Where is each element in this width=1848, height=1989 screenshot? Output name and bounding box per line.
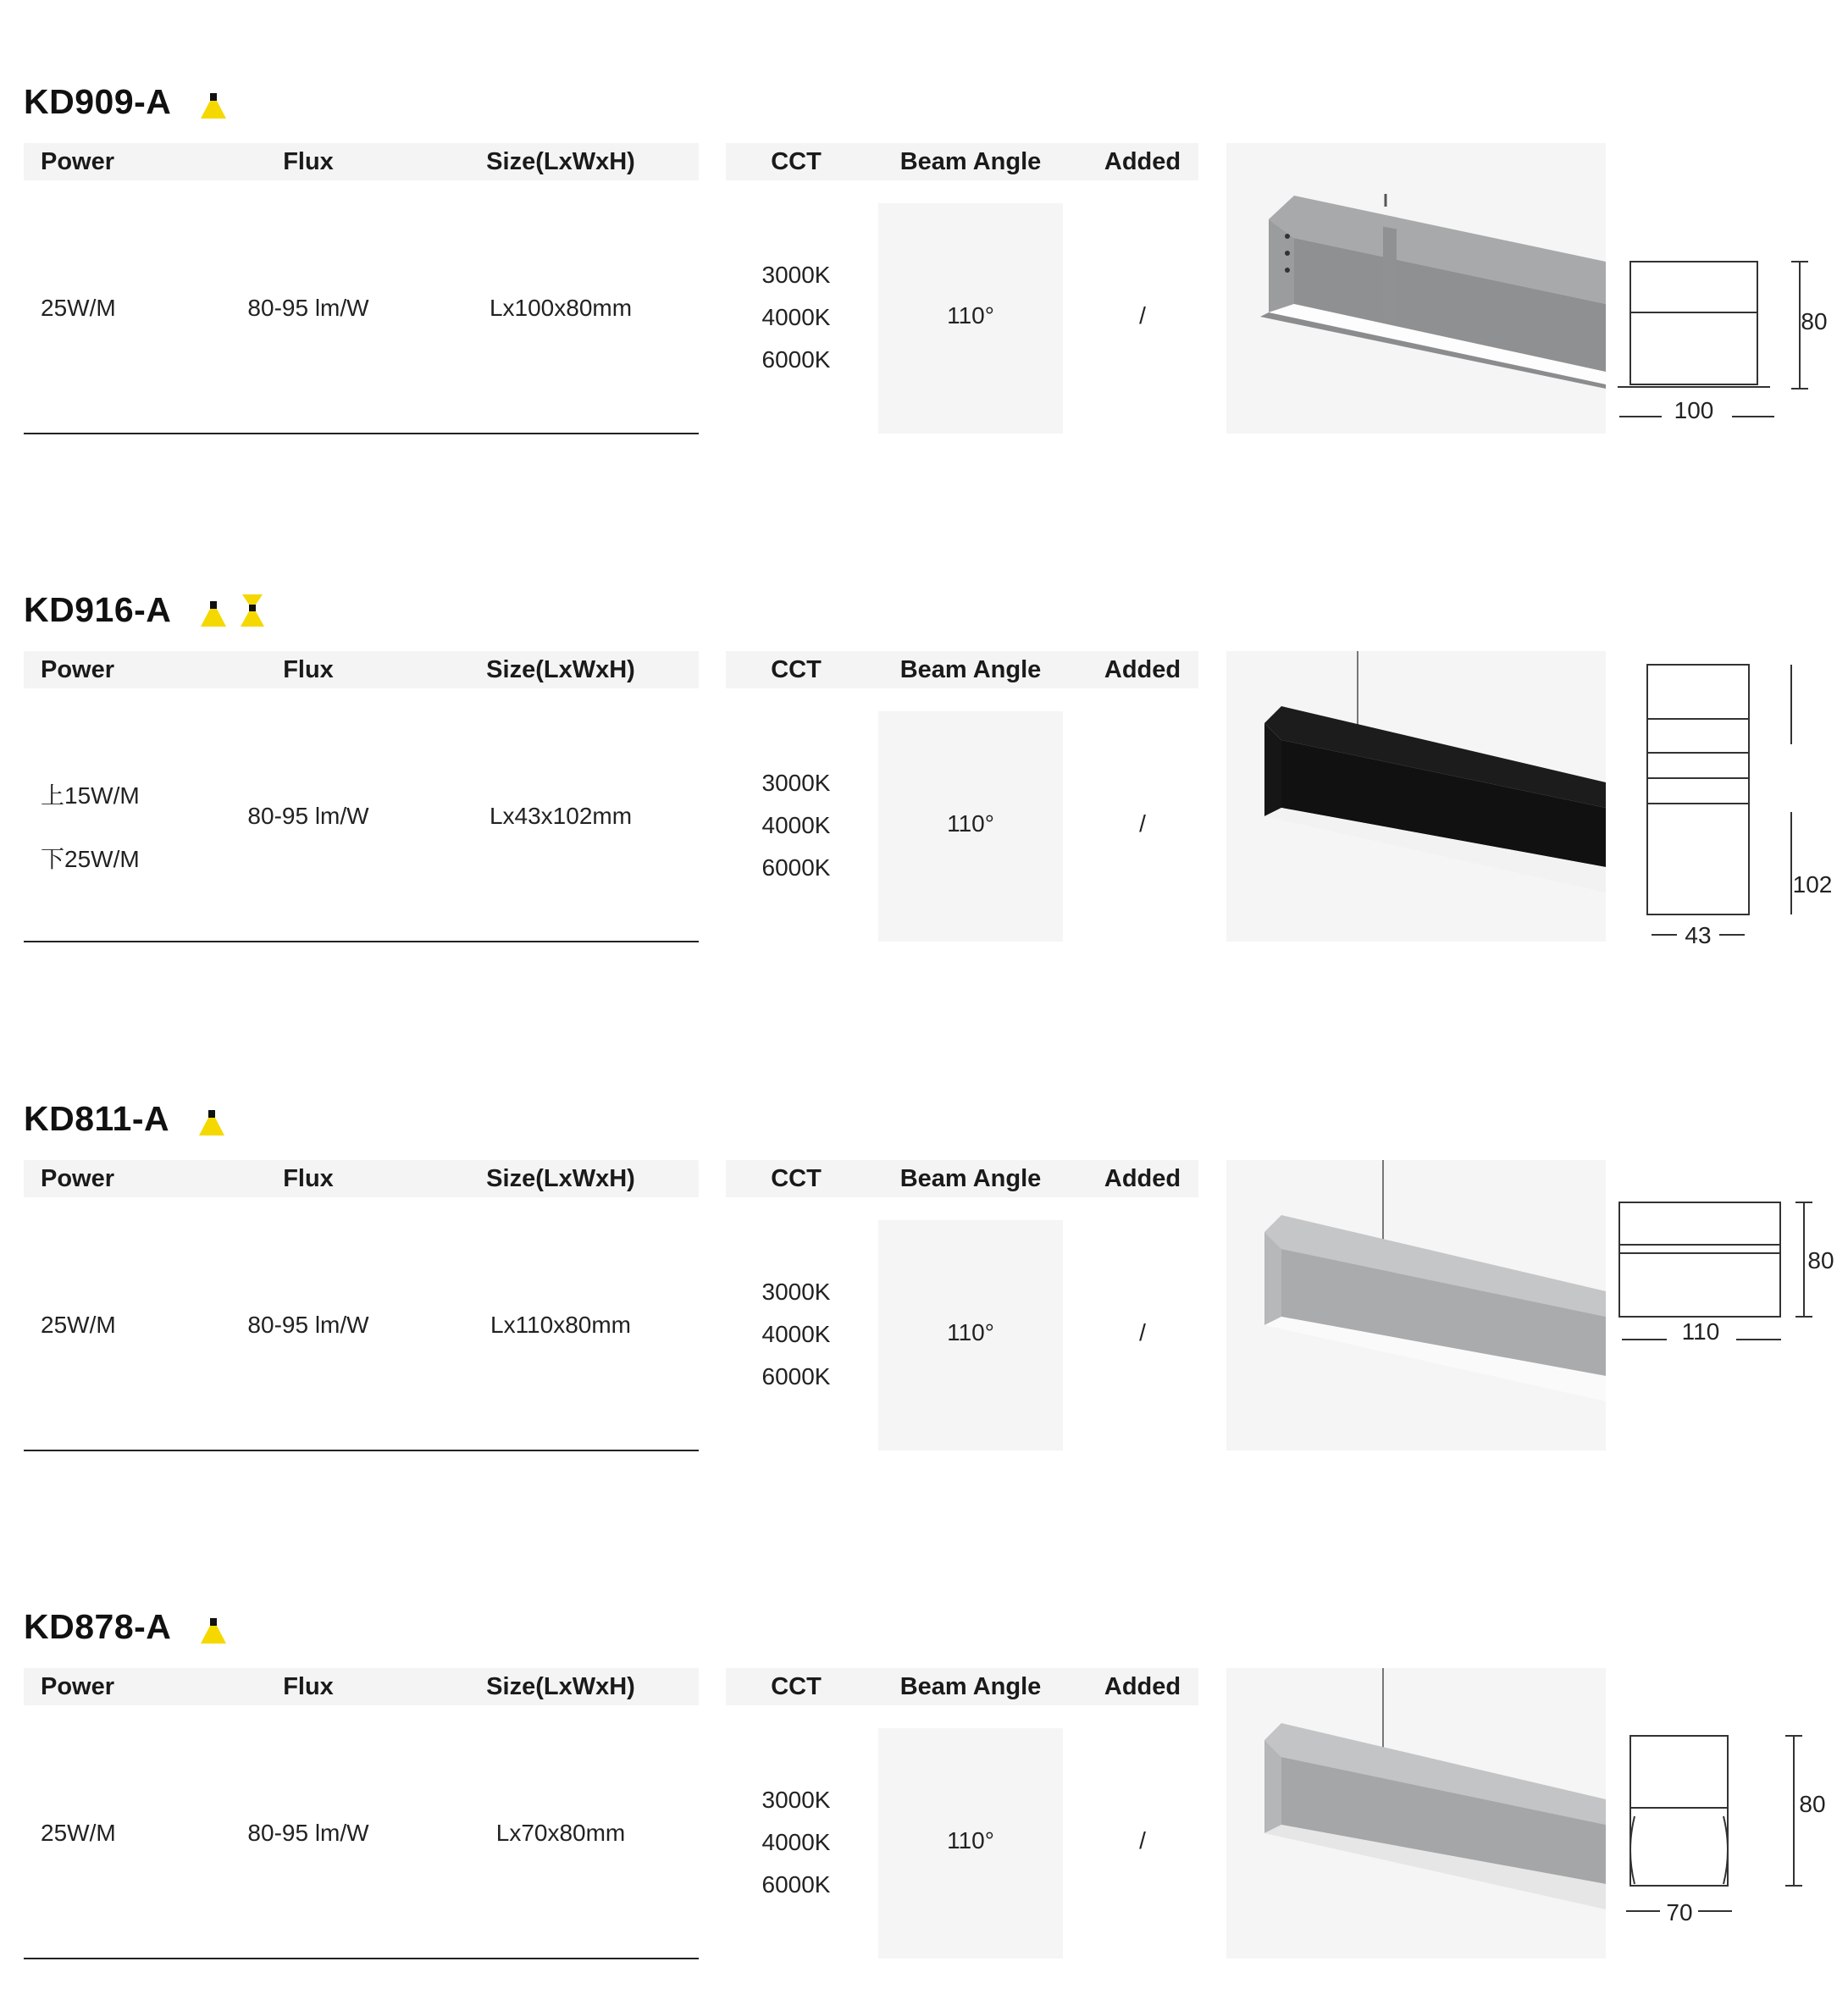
header-beam-angle: Beam Angle xyxy=(899,1673,1042,1700)
header-size: Size(LxWxH) xyxy=(486,148,635,175)
cct-value: 3000K xyxy=(761,1279,831,1305)
beam-angle-value: 110° xyxy=(947,1319,994,1345)
size-value: Lx43x102mm xyxy=(489,803,633,829)
product-name: KD916-A xyxy=(24,589,172,629)
cct-value: 6000K xyxy=(761,346,831,373)
down-light-icon xyxy=(198,594,229,625)
product-name: KD878-A xyxy=(24,1606,172,1646)
up-down-light-icon xyxy=(237,594,268,625)
spec-header-right xyxy=(726,1668,1198,1705)
header-power: Power xyxy=(41,656,115,683)
power-value: 25W/M xyxy=(41,1312,116,1338)
product-photo xyxy=(1226,651,1606,942)
header-flux: Flux xyxy=(283,148,334,175)
cct-value: 4000K xyxy=(761,1321,831,1347)
power-value: 上15W/M xyxy=(41,782,140,809)
cct-values xyxy=(762,762,831,889)
power-value: 25W/M xyxy=(41,295,116,321)
power-value: 25W/M xyxy=(41,1820,116,1846)
spec-values xyxy=(24,1705,699,1959)
header-beam-angle: Beam Angle xyxy=(899,148,1042,175)
height-dimension-label: 80 xyxy=(1807,1247,1834,1274)
spec-header-right xyxy=(726,651,1198,688)
header-power: Power xyxy=(41,1673,115,1700)
product-section xyxy=(0,0,1848,440)
flux-value: 80-95 lm/W xyxy=(247,295,369,321)
header-cct: CCT xyxy=(771,148,822,175)
cross-section-drawing xyxy=(1609,1160,1848,1457)
product-title xyxy=(24,1603,237,1650)
cct-value: 6000K xyxy=(761,1871,831,1898)
header-added: Added xyxy=(1104,148,1181,175)
cct-value: 3000K xyxy=(761,770,831,796)
product-name: KD909-A xyxy=(24,81,172,121)
added-value: / xyxy=(1139,1319,1146,1345)
header-added: Added xyxy=(1104,1673,1181,1700)
header-added: Added xyxy=(1104,1165,1181,1192)
height-dimension-label: 102 xyxy=(1792,871,1833,898)
header-flux: Flux xyxy=(283,1165,334,1192)
spec-values xyxy=(24,1197,699,1450)
spec-header-right xyxy=(726,143,1198,180)
header-size: Size(LxWxH) xyxy=(486,1673,635,1700)
width-dimension-label: 100 xyxy=(1674,397,1714,423)
cct-value: 6000K xyxy=(761,854,831,881)
down-light-icon xyxy=(198,1611,229,1642)
product-title xyxy=(24,78,237,125)
height-dimension-label: 80 xyxy=(1799,1791,1826,1817)
down-light-icon xyxy=(196,1103,227,1134)
product-title xyxy=(24,586,276,633)
beam-angle-value: 110° xyxy=(947,1827,994,1854)
cct-values xyxy=(762,1271,831,1398)
flux-value: 80-95 lm/W xyxy=(247,1312,369,1338)
table-divider xyxy=(24,433,699,434)
width-dimension-label: 70 xyxy=(1666,1899,1693,1925)
down-light-icon xyxy=(198,86,229,117)
header-beam-angle: Beam Angle xyxy=(899,656,1042,683)
cct-values xyxy=(762,1779,831,1906)
spec-header-right xyxy=(726,1160,1198,1197)
spec-header-left xyxy=(24,651,699,688)
table-divider xyxy=(24,1450,699,1451)
cct-value: 3000K xyxy=(761,1787,831,1813)
cross-section-drawing xyxy=(1609,1668,1848,1965)
cct-value: 4000K xyxy=(761,1829,831,1855)
header-cct: CCT xyxy=(771,1673,822,1700)
flux-value: 80-95 lm/W xyxy=(247,803,369,829)
table-divider xyxy=(24,941,699,942)
width-dimension-label: 43 xyxy=(1685,922,1712,948)
product-photo xyxy=(1226,1668,1606,1959)
header-beam-angle: Beam Angle xyxy=(899,1165,1042,1192)
table-divider xyxy=(24,1958,699,1959)
size-value: Lx110x80mm xyxy=(490,1312,632,1338)
header-added: Added xyxy=(1104,656,1181,683)
spec-values xyxy=(24,688,699,942)
cct-value: 4000K xyxy=(761,812,831,838)
beam-angle-value: 110° xyxy=(947,810,994,837)
product-photo xyxy=(1226,1160,1606,1450)
product-photo xyxy=(1226,143,1606,434)
added-value: / xyxy=(1139,810,1146,837)
header-power: Power xyxy=(41,1165,115,1192)
header-cct: CCT xyxy=(771,1165,822,1192)
spec-values xyxy=(24,180,699,434)
header-flux: Flux xyxy=(283,1673,334,1700)
spec-header-left xyxy=(24,143,699,180)
product-name: KD811-A xyxy=(24,1098,170,1138)
header-power: Power xyxy=(41,148,115,175)
product-section xyxy=(0,1525,1848,1965)
cct-value: 4000K xyxy=(761,304,831,330)
flux-value: 80-95 lm/W xyxy=(247,1820,369,1846)
header-size: Size(LxWxH) xyxy=(486,656,635,683)
product-section xyxy=(0,1017,1848,1457)
header-flux: Flux xyxy=(283,656,334,683)
cross-section-drawing xyxy=(1609,651,1848,948)
height-dimension-label: 80 xyxy=(1801,308,1828,334)
added-value: / xyxy=(1139,302,1146,329)
spec-header-left xyxy=(24,1668,699,1705)
beam-angle-value: 110° xyxy=(947,302,994,329)
cross-section-drawing xyxy=(1609,143,1848,440)
size-value: Lx100x80mm xyxy=(489,295,633,321)
product-title xyxy=(24,1095,235,1142)
added-value: / xyxy=(1139,1827,1146,1854)
spec-header-left xyxy=(24,1160,699,1197)
size-value: Lx70x80mm xyxy=(495,1820,626,1846)
width-dimension-label: 110 xyxy=(1681,1318,1720,1345)
cct-values xyxy=(762,254,831,381)
cct-value: 6000K xyxy=(761,1363,831,1390)
header-size: Size(LxWxH) xyxy=(486,1165,635,1192)
product-section xyxy=(0,508,1848,948)
cct-value: 3000K xyxy=(761,262,831,288)
header-cct: CCT xyxy=(771,656,822,683)
power-value: 下25W/M xyxy=(41,846,140,872)
